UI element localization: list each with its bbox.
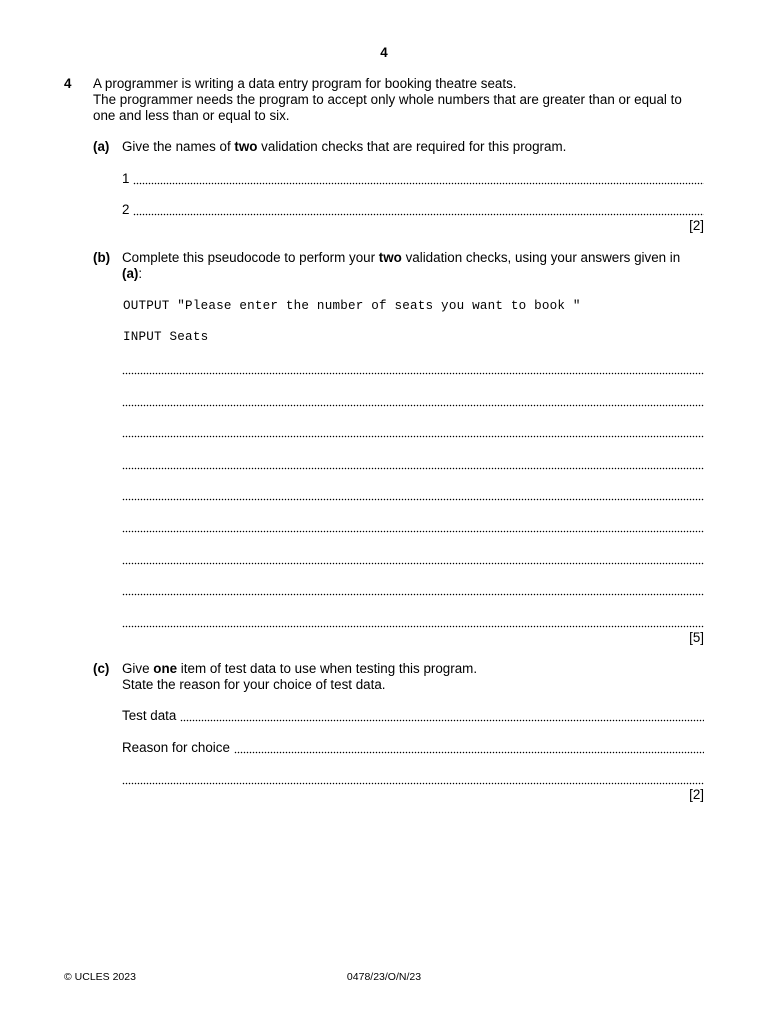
part-b-answer-line[interactable]: [122, 361, 704, 377]
part-b-answer-line[interactable]: [122, 519, 704, 535]
answer-dotted-line: [122, 562, 704, 565]
answer-number-label: 1: [122, 171, 130, 186]
part-b-answer-line[interactable]: [122, 582, 704, 598]
part-b-answer-line[interactable]: [122, 456, 704, 472]
part-c-prompt: Give one item of test data to use when testing this program. State the reason for your choice of test data.: [122, 661, 478, 692]
test-data-label: Test data: [122, 708, 177, 723]
pseudocode-output-line: OUTPUT "Please enter the number of seats you want to book ": [123, 299, 581, 313]
part-b-answer-line[interactable]: [122, 393, 704, 409]
question-stem-line-2: The programmer needs the program to accept only whole numbers that are greater than or equal to one and less than or equal to six.: [93, 92, 682, 123]
answer-dotted-line: [122, 404, 704, 407]
part-a-prompt: Give the names of two validation checks that are required for this program.: [122, 139, 567, 154]
answer-dotted-line: [234, 751, 704, 754]
part-a-answer-1[interactable]: [122, 171, 704, 187]
part-a-label: (a): [93, 139, 110, 154]
question-stem: [93, 76, 705, 124]
answer-dotted-line: [133, 182, 704, 185]
question-number: 4: [64, 76, 72, 91]
answer-dotted-line: [122, 593, 704, 596]
part-b-answer-line[interactable]: [122, 551, 704, 567]
answer-dotted-line: [122, 435, 704, 438]
part-b-answer-line[interactable]: [122, 614, 704, 630]
page-number: 4: [380, 45, 388, 60]
part-a-answer-2[interactable]: [122, 202, 704, 218]
part-c-label: (c): [93, 661, 110, 676]
answer-dotted-line: [122, 498, 704, 501]
answer-dotted-line: [122, 782, 704, 785]
answer-dotted-line: [133, 213, 704, 216]
part-b-label: (b): [93, 250, 111, 265]
answer-dotted-line: [122, 467, 704, 470]
paper-code: 0478/23/O/N/23: [346, 971, 422, 983]
answer-dotted-line: [122, 625, 704, 628]
reason-answer[interactable]: [122, 740, 704, 756]
answer-dotted-line: [122, 530, 704, 533]
test-data-answer[interactable]: [122, 708, 704, 724]
part-a-marks: [2]: [689, 218, 704, 233]
part-c-marks: [2]: [689, 787, 704, 802]
reason-answer-continued[interactable]: [122, 771, 704, 787]
reason-label: Reason for choice: [122, 740, 230, 755]
part-b-answer-line[interactable]: [122, 487, 704, 503]
copyright-notice: © UCLES 2023: [64, 971, 136, 983]
answer-number-label: 2: [122, 202, 130, 217]
part-b-marks: [5]: [689, 630, 704, 645]
question-stem-line-1: A programmer is writing a data entry program for booking theatre seats.: [93, 76, 517, 91]
answer-dotted-line: [180, 719, 704, 722]
pseudocode-input-line: INPUT Seats: [123, 330, 209, 344]
part-b-answer-line[interactable]: [122, 424, 704, 440]
answer-dotted-line: [122, 372, 704, 375]
part-b-prompt: Complete this pseudocode to perform your two validation checks, using your answers given in (a):: [122, 250, 681, 281]
